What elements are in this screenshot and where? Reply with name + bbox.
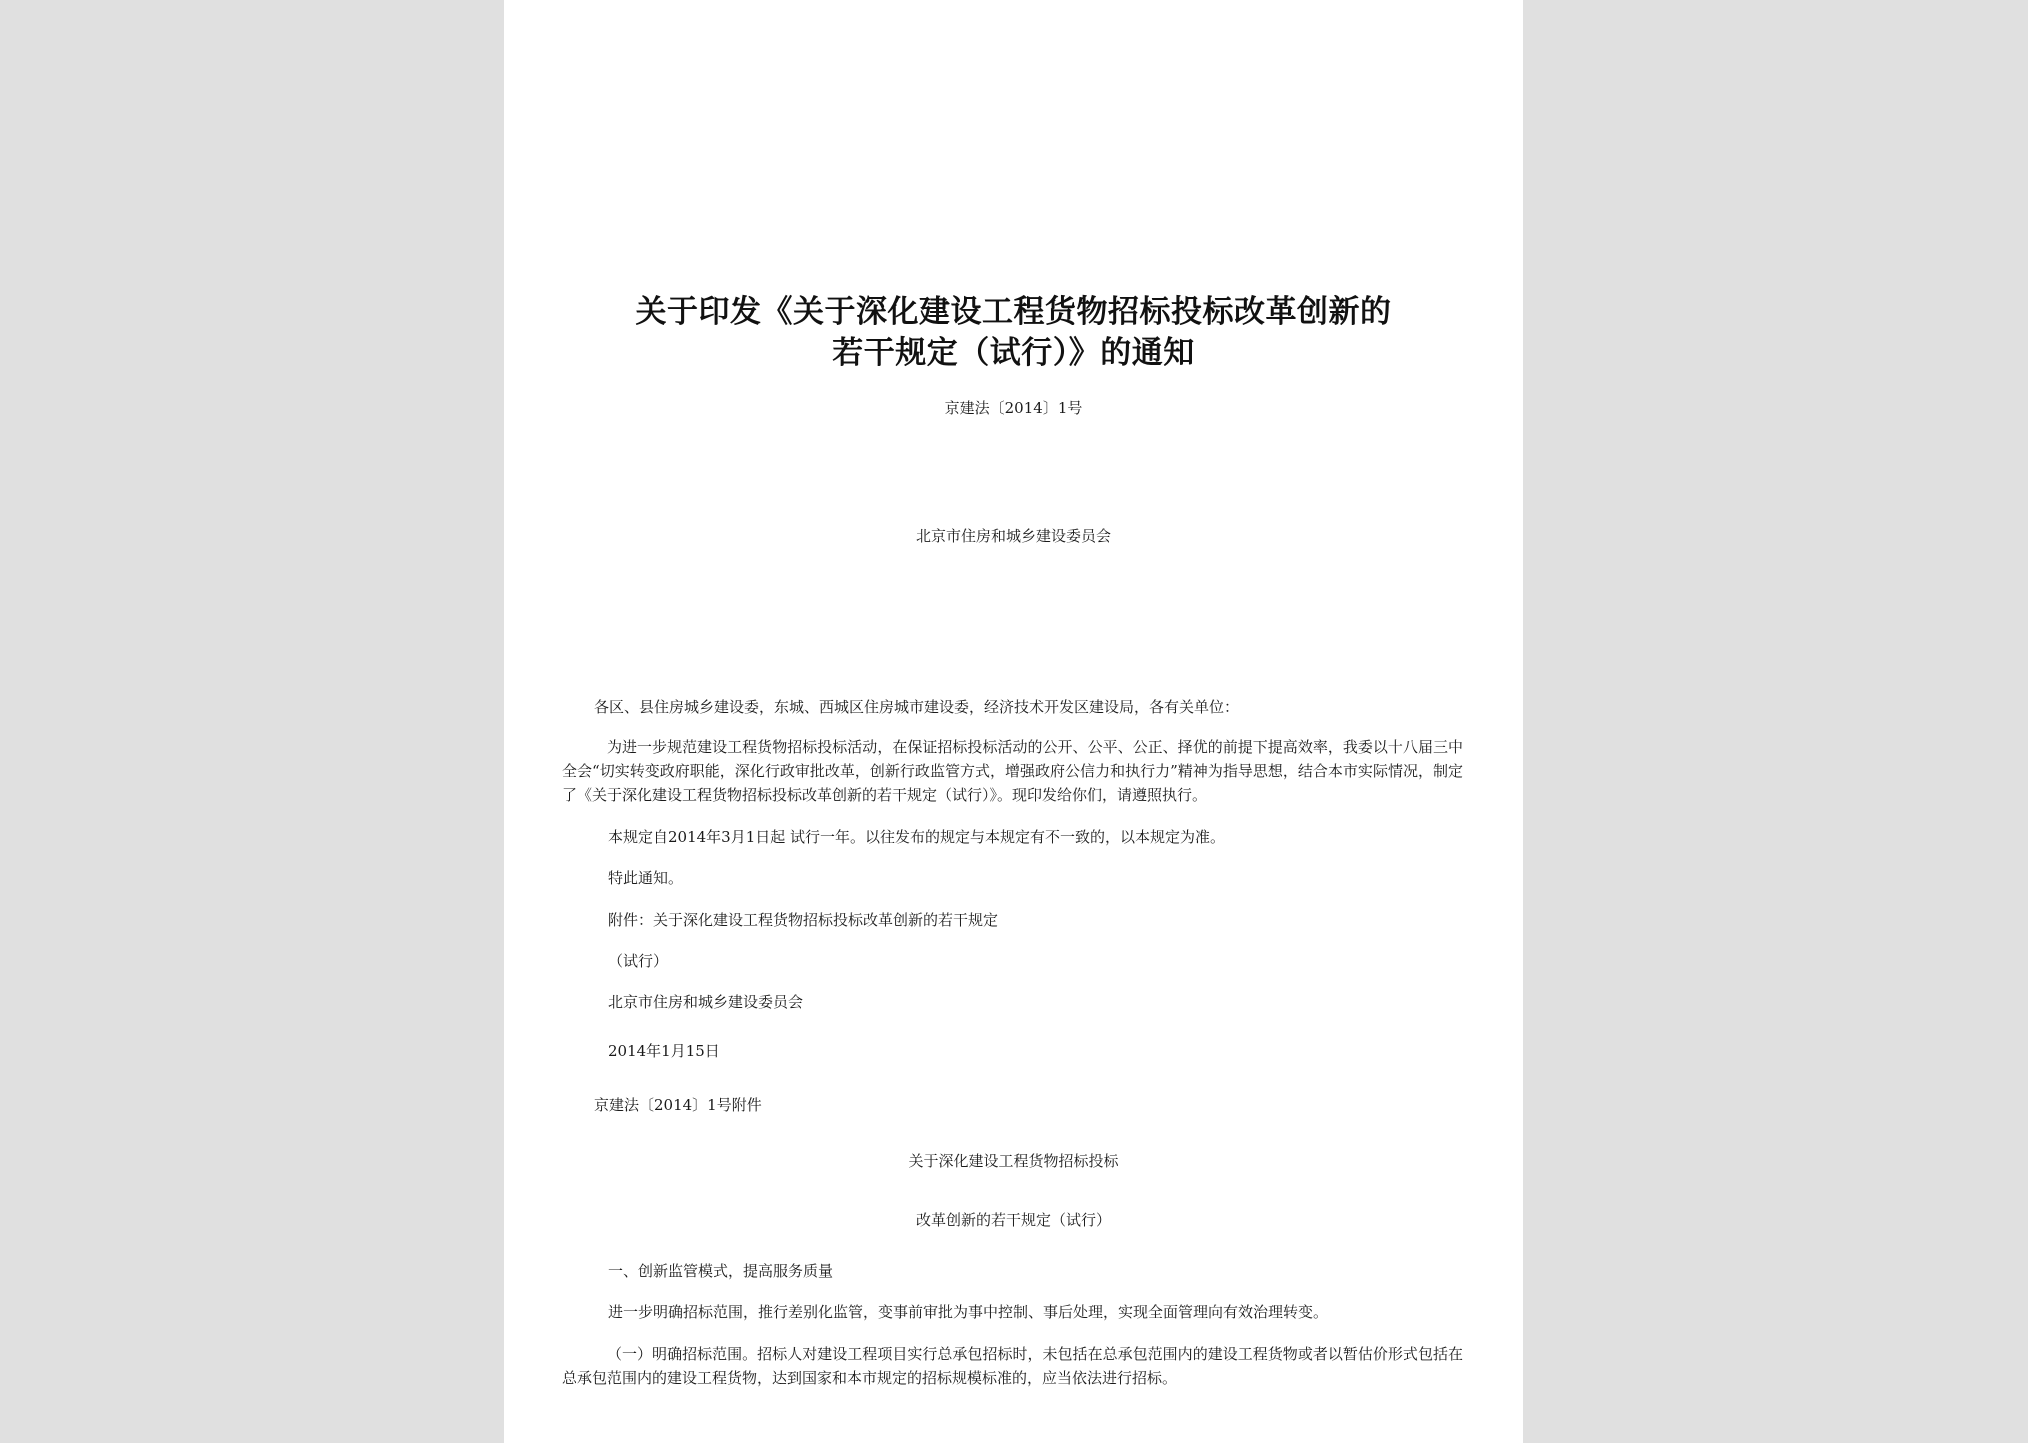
closing: 特此通知。	[608, 869, 684, 887]
document-number: 京建法〔2014〕1号	[944, 399, 1083, 417]
section-1-heading: 一、创新监管模式，提高服务质量	[608, 1262, 834, 1280]
date: 2014年1月15日	[608, 1042, 720, 1060]
body-paragraph-2: 本规定自2014年3月1日起 试行一年。以往发布的规定与本规定有不一致的，以本规定为准。	[608, 828, 1226, 846]
attachment-title-line-1: 关于深化建设工程货物招标投标	[908, 1152, 1119, 1170]
document-page	[504, 0, 1523, 1443]
attachment-line-1: 附件：关于深化建设工程货物招标投标改革创新的若干规定	[608, 911, 999, 929]
attachment-title-line-2: 改革创新的若干规定（试行）	[915, 1211, 1111, 1229]
signature: 北京市住房和城乡建设委员会	[608, 993, 804, 1011]
addressee: 各区、县住房城乡建设委，东城、西城区住房城市建设委，经济技术开发区建设局，各有关单位：	[594, 698, 1240, 716]
document-title-line-1: 关于印发《关于深化建设工程货物招标投标改革创新的	[635, 294, 1392, 330]
attachment-header: 京建法〔2014〕1号附件	[594, 1096, 762, 1114]
body-paragraph-1: 为进一步规范建设工程货物招标投标活动，在保证招标投标活动的公开、公平、公正、择优的前提下提高效率，我委以十八届三中全会“切实转变政府职能，深化行政审批改革，创新行政监管方式，增强政府公信力和执行力”精神为指导思想，结合本市实际情况，制定了《关于深化建设工程货物招标投标改革创新的若干规定（试行）》。现印发给你们，请遵照执行。	[562, 738, 1463, 804]
attachment-line-2: （试行）	[608, 952, 669, 970]
section-1-item-1: （一）明确招标范围。招标人对建设工程项目实行总承包招标时，未包括在总承包范围内的建设工程货物或者以暂估价形式包括在总承包范围内的建设工程货物，达到国家和本市规定的招标规模标准的，应当依法进行招标。	[562, 1345, 1463, 1387]
document-title-line-2: 若干规定（试行）》的通知	[832, 335, 1195, 371]
section-1-intro: 进一步明确招标范围，推行差别化监管，变事前审批为事中控制、事后处理，实现全面管理向有效治理转变。	[608, 1303, 1329, 1321]
issuer: 北京市住房和城乡建设委员会	[915, 527, 1111, 545]
